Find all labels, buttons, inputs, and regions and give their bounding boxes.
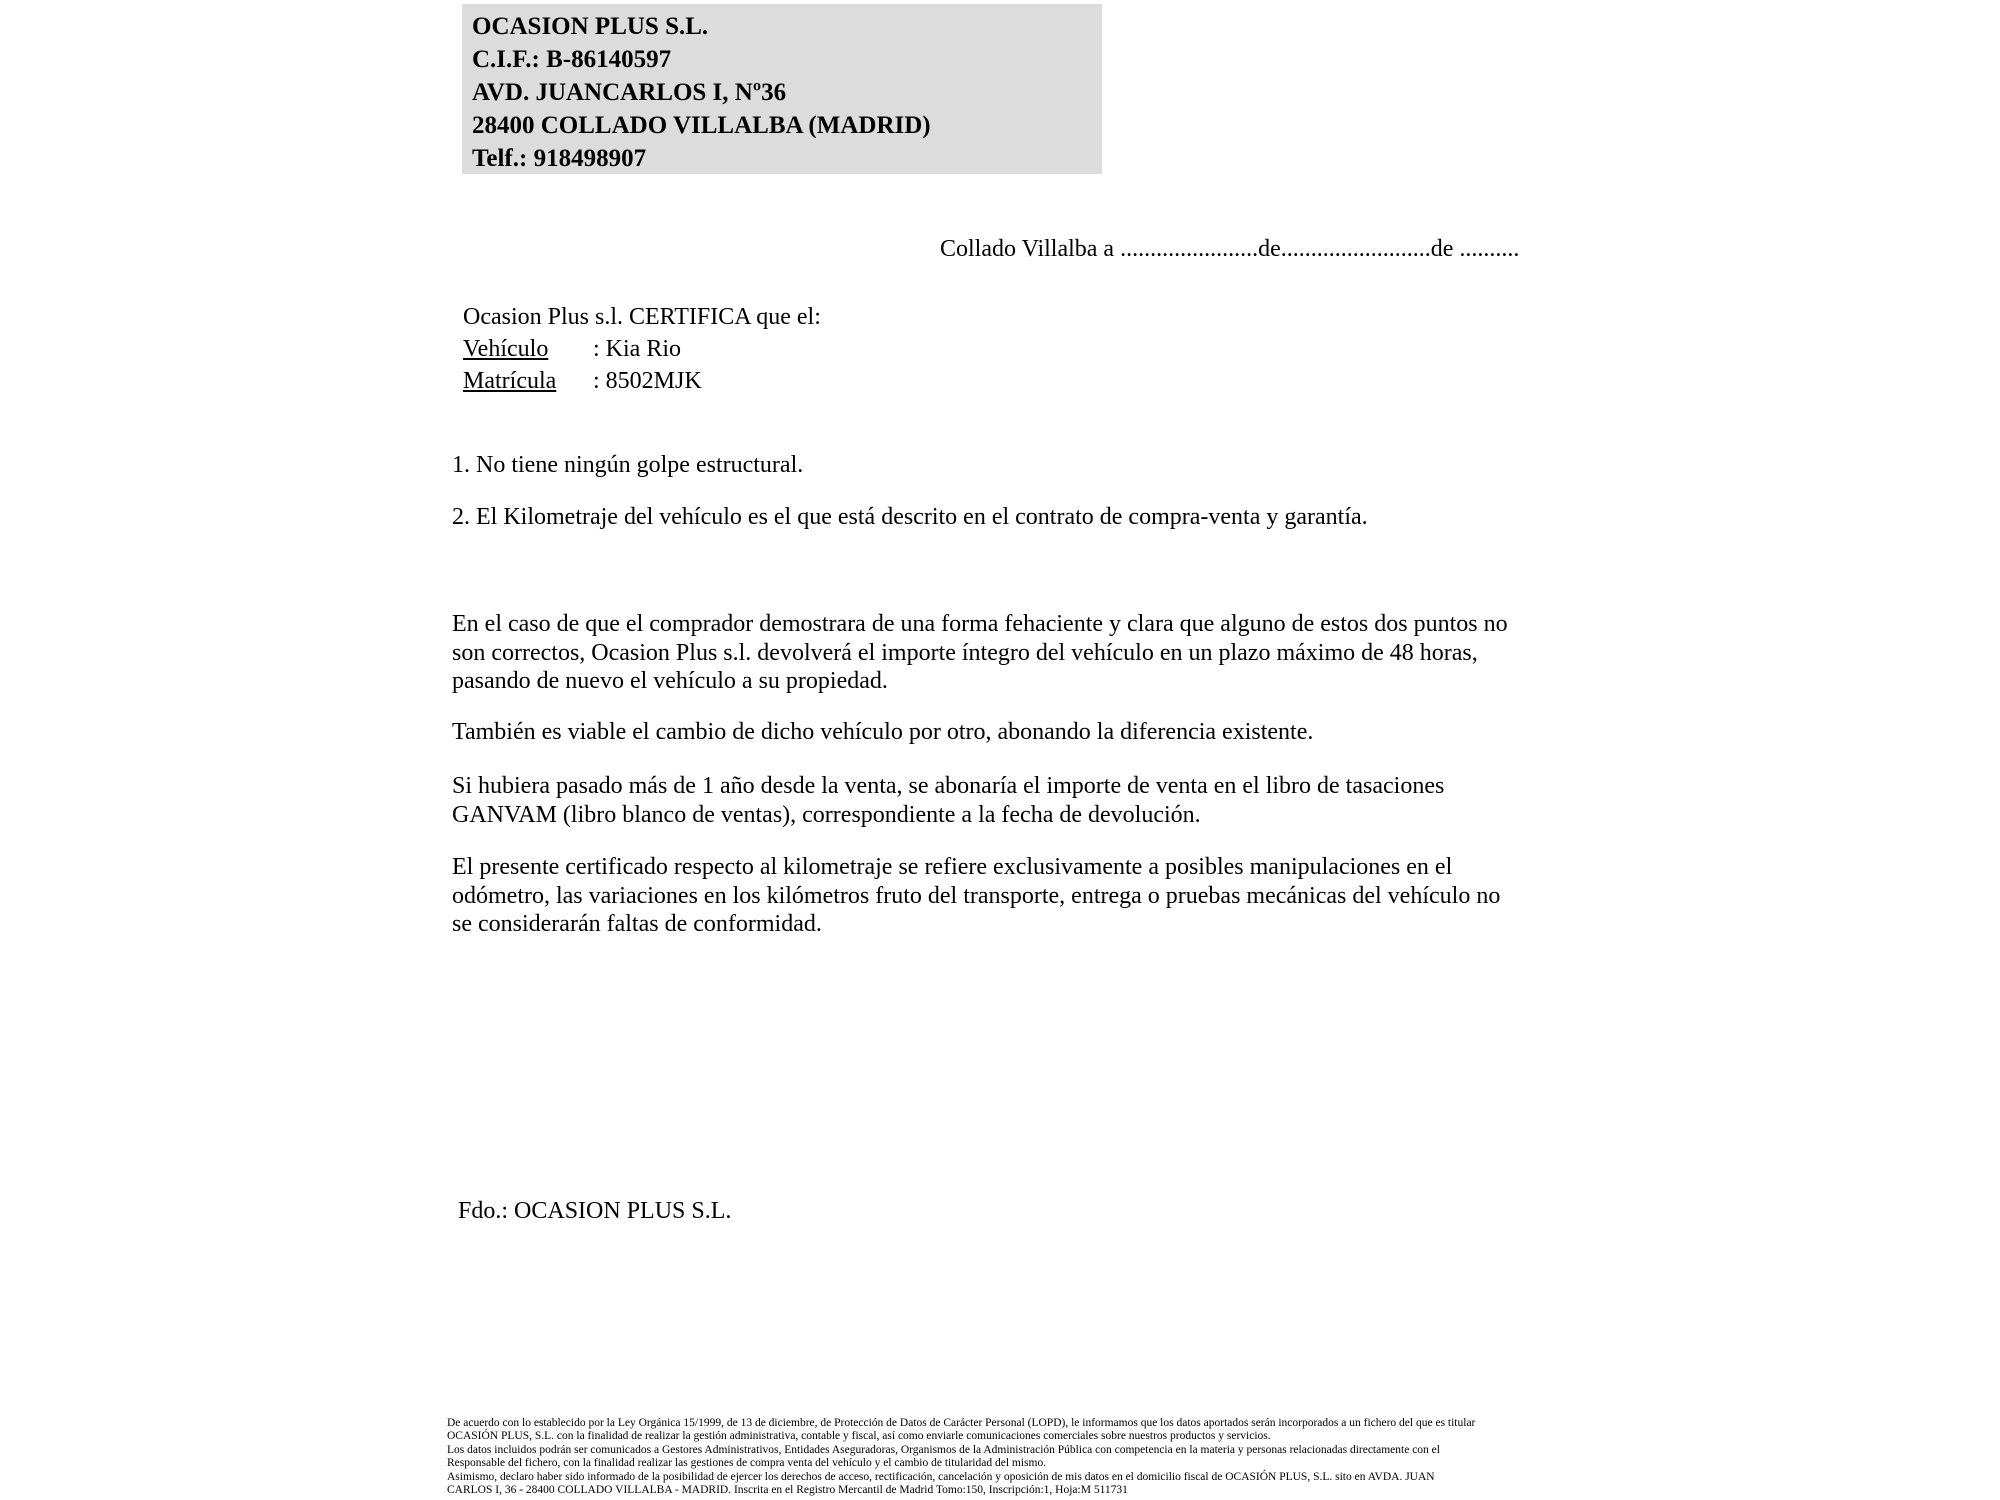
paragraph-exchange [452, 718, 1313, 747]
paragraph-line: También es viable el cambio de dicho vehículo por otro, abonando la diferencia existente. [452, 719, 1314, 745]
paragraph-line: Si hubiera pasado más de 1 año desde la venta, se abonaría el importe de venta en el libro de tasaciones [452, 773, 1445, 799]
company-name: OCASION PLUS S.L. [472, 13, 709, 40]
paragraph-ganvam [452, 772, 1444, 829]
paragraph-line: son correctos, Ocasion Plus s.l. devolverá el importe íntegro del vehículo en un plazo máximo de 48 horas, [452, 639, 1478, 666]
legal-line: Los datos incluidos podrán ser comunicados a Gestores Administrativos, Entidades Aseguradoras, Organismos de la Administración Pública con competencia en la materia y personas relacionadas directamente con el [447, 1443, 1440, 1456]
legal-line: Asimismo, declaro haber sido informado de la posibilidad de ejercer los derechos de acceso, rectificación, cancelación y oposición de mis datos en el domicilio fiscal de OCASIÓN PLUS, S.L. sito en AVDA. JUAN [447, 1470, 1435, 1483]
paragraph-odometer [452, 853, 1500, 939]
legal-line: Responsable del fichero, con la finalidad realizar las gestiones de compra venta del vehículo y el cambio de titularidad del mismo. [447, 1457, 1047, 1470]
paragraph-line: El presente certificado respecto al kilometraje se refiere exclusivamente a posibles manipulaciones en el [452, 854, 1453, 880]
vehicle-row [463, 333, 821, 365]
company-cif: C.I.F.: B-86140597 [472, 46, 672, 73]
company-address: AVD. JUANCARLOS I, Nº36 [472, 79, 787, 106]
plate-value: : 8502MJK [593, 368, 702, 394]
company-city: 28400 COLLADO VILLALBA (MADRID) [472, 112, 931, 139]
plate-label: Matrícula [463, 368, 557, 394]
paragraph-line: GANVAM (libro blanco de ventas), correspondiente a la fecha de devolución. [452, 801, 1201, 828]
point-2: 2. El Kilometraje del vehículo es el que está descrito en el contrato de compra-venta y garantía. [452, 504, 1368, 530]
company-letterhead-box [462, 4, 1102, 174]
signature-line: Fdo.: OCASION PLUS S.L. [458, 1198, 732, 1224]
date-fill-in-line: Collado Villalba a .......................de.........................de .......... [940, 236, 1520, 262]
certification-block [463, 301, 821, 397]
paragraph-line: odómetro, las variaciones en los kilómetros fruto del transporte, entrega o pruebas mecánicas del vehículo no [452, 882, 1501, 909]
company-phone: Telf.: 918498907 [472, 145, 647, 172]
legal-line: OCASIÓN PLUS, S.L. con la finalidad de realizar la gestión administrativa, contable y fiscal, así como enviarle comunicaciones comerciales sobre nuestros productos y servicios. [447, 1430, 1271, 1443]
paragraph-line: pasando de nuevo el vehículo a su propiedad. [452, 668, 888, 694]
vehicle-label: Vehículo [463, 336, 549, 362]
certify-intro: Ocasion Plus s.l. CERTIFICA que el: [463, 304, 821, 330]
legal-line: De acuerdo con lo establecido por la Ley Orgánica 15/1999, de 13 de diciembre, de Protección de Datos de Carácter Personal (LOPD), le informamos que los datos aportados serán incorporados a un fichero del que es titular [447, 1417, 1476, 1429]
plate-row [463, 365, 821, 397]
legal-fine-print [447, 1417, 1557, 1497]
paragraph-line: se considerarán faltas de conformidad. [452, 911, 822, 937]
paragraph-refund [452, 610, 1508, 696]
paragraph-line: En el caso de que el comprador demostrara de una forma fehaciente y clara que alguno de estos dos puntos no [452, 611, 1508, 637]
legal-line: CARLOS I, 36 - 28400 COLLADO VILLALBA - MADRID. Inscrita en el Registro Mercantil de Madrid Tomo:150, Inscripción:1, Hoja:M 511731 [447, 1484, 1128, 1497]
point-1: 1. No tiene ningún golpe estructural. [452, 452, 804, 478]
vehicle-value: : Kia Rio [593, 336, 681, 362]
